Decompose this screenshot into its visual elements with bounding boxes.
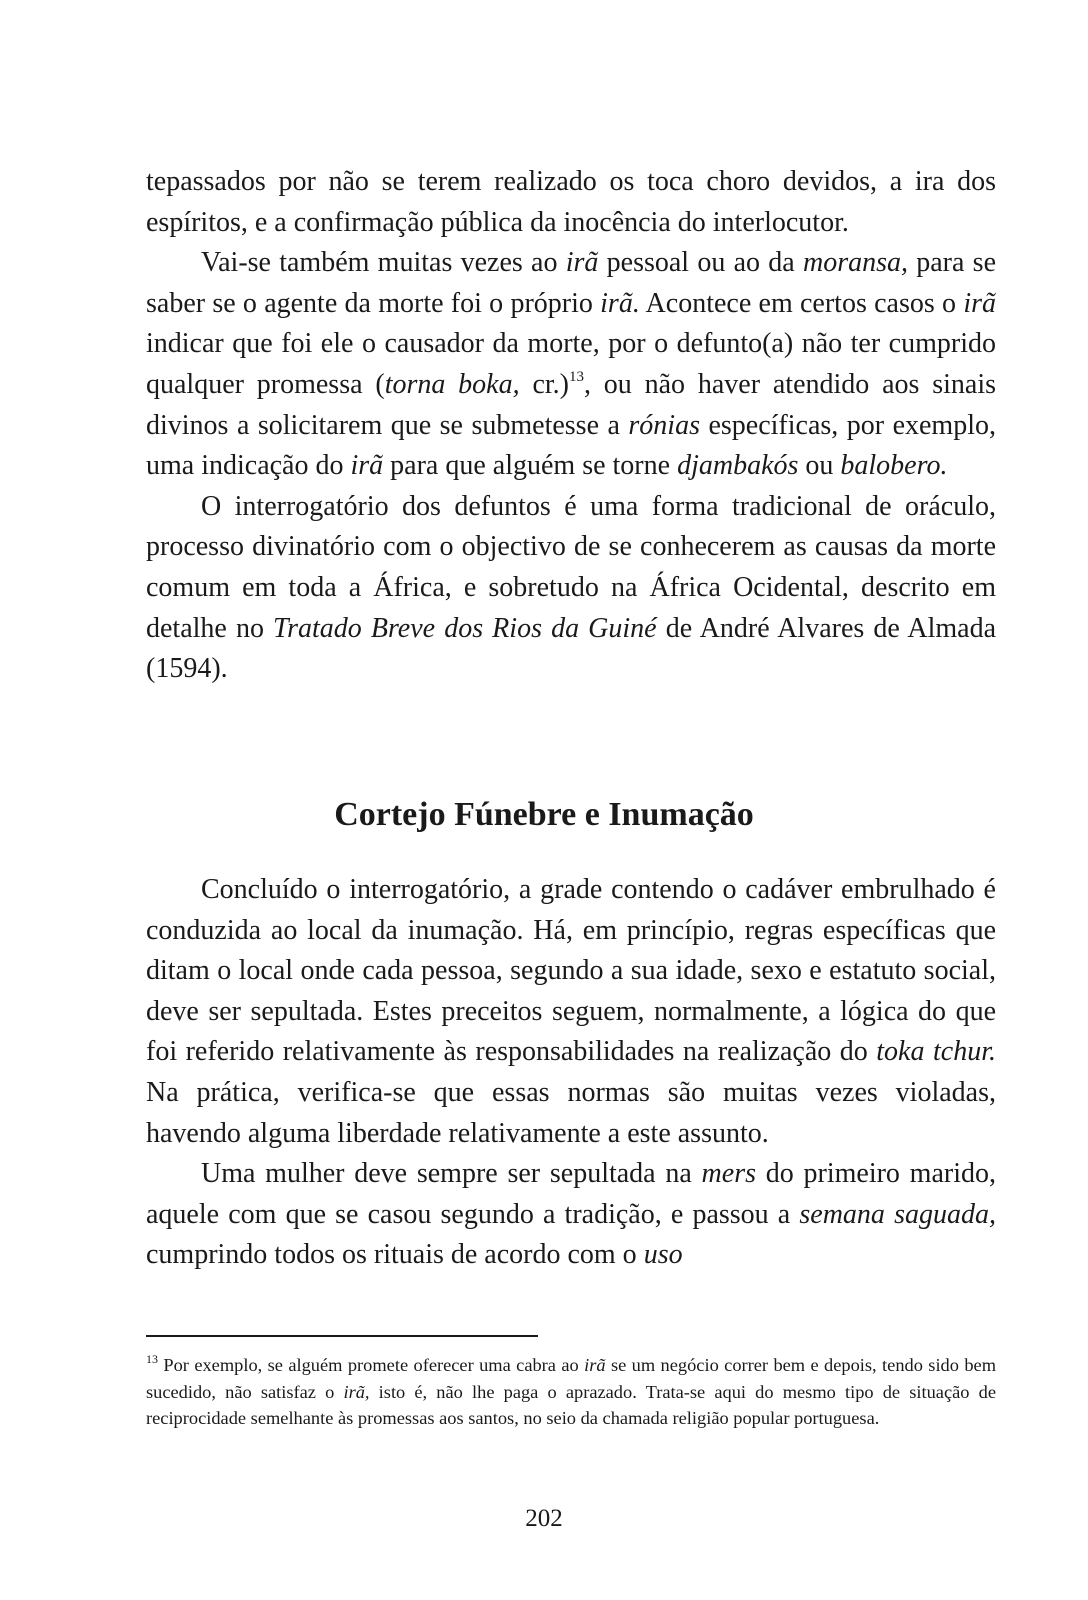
paragraph: O interrogatório dos defuntos é uma forma tradicional de oráculo, processo divinatório com o objectivo de se conhecerem as causas da morte comum em toda a África, e sobretudo na África Ocidental, descrito em detalhe no Tratado Breve dos Rios da Guiné de André Alvares de Almada (1594). (146, 490, 996, 685)
section-heading: Cortejo Fúnebre e Inumação (334, 796, 754, 833)
footnote-reference[interactable]: 13 (568, 368, 584, 385)
footnote: $^{13}$ Por exemplo, se alguém promete oferecer uma cabra ao irã se um negócio correr bem e depois, tendo sido bem sucedido, não satisfaz o irã, isto é, não lhe paga o aprazado. Trata-se aqui do mesmo tipo de situação de reciprocidade semelhante às promessas aos santos, no seio da chamada religião popular portuguesa. (146, 1352, 996, 1428)
page-number: 202 (525, 1505, 563, 1532)
paragraph: Concluído o interrogatório, a grade contendo o cadáver embrulhado é conduzida ao local da inumação. Há, em princípio, regras específicas que ditam o local onde cada pessoa, segundo a sua idade, sexo e estatuto social, deve ser sepultada. Estes preceitos seguem, normalmente, a lógica do que foi referido relativamente às responsabilidades na realização do toka tchur. Na prática, verifica-se que essas normas são muitas vezes violadas, havendo alguma liberdade relativamente a este assunto. (146, 874, 996, 1149)
body-text-bottom (146, 870, 996, 1276)
paragraph: Uma mulher deve sempre ser sepultada na mers do primeiro marido, aquele com que se casou segundo a tradição, e passou a semana saguada, cumprindo todos os rituais de acordo com o uso (146, 1158, 996, 1271)
footnote-number: 13 (146, 1352, 158, 1366)
body-text-top (146, 162, 996, 690)
paragraph: tepassados por não se terem realizado os toca choro devidos, a ira dos espíritos, e a confirmação pública da inocência do interlocutor. (146, 166, 996, 238)
paragraph: Vai-se também muitas vezes ao irã pessoal ou ao da moransa, para se saber se o agente da morte foi o próprio irã. Acontece em certos casos o irã indicar que foi ele o causador da morte, por o defunto(a) não ter cumprido qualquer promessa (torna boka, cr.)$^{13}$, ou não haver atendido aos sinais divinos a solicitarem que se submetesse a rónias específicas, por exemplo, uma indicação do irã para que alguém se torne djambakós ou balobero. (146, 247, 997, 482)
footnote-divider (146, 1335, 538, 1337)
